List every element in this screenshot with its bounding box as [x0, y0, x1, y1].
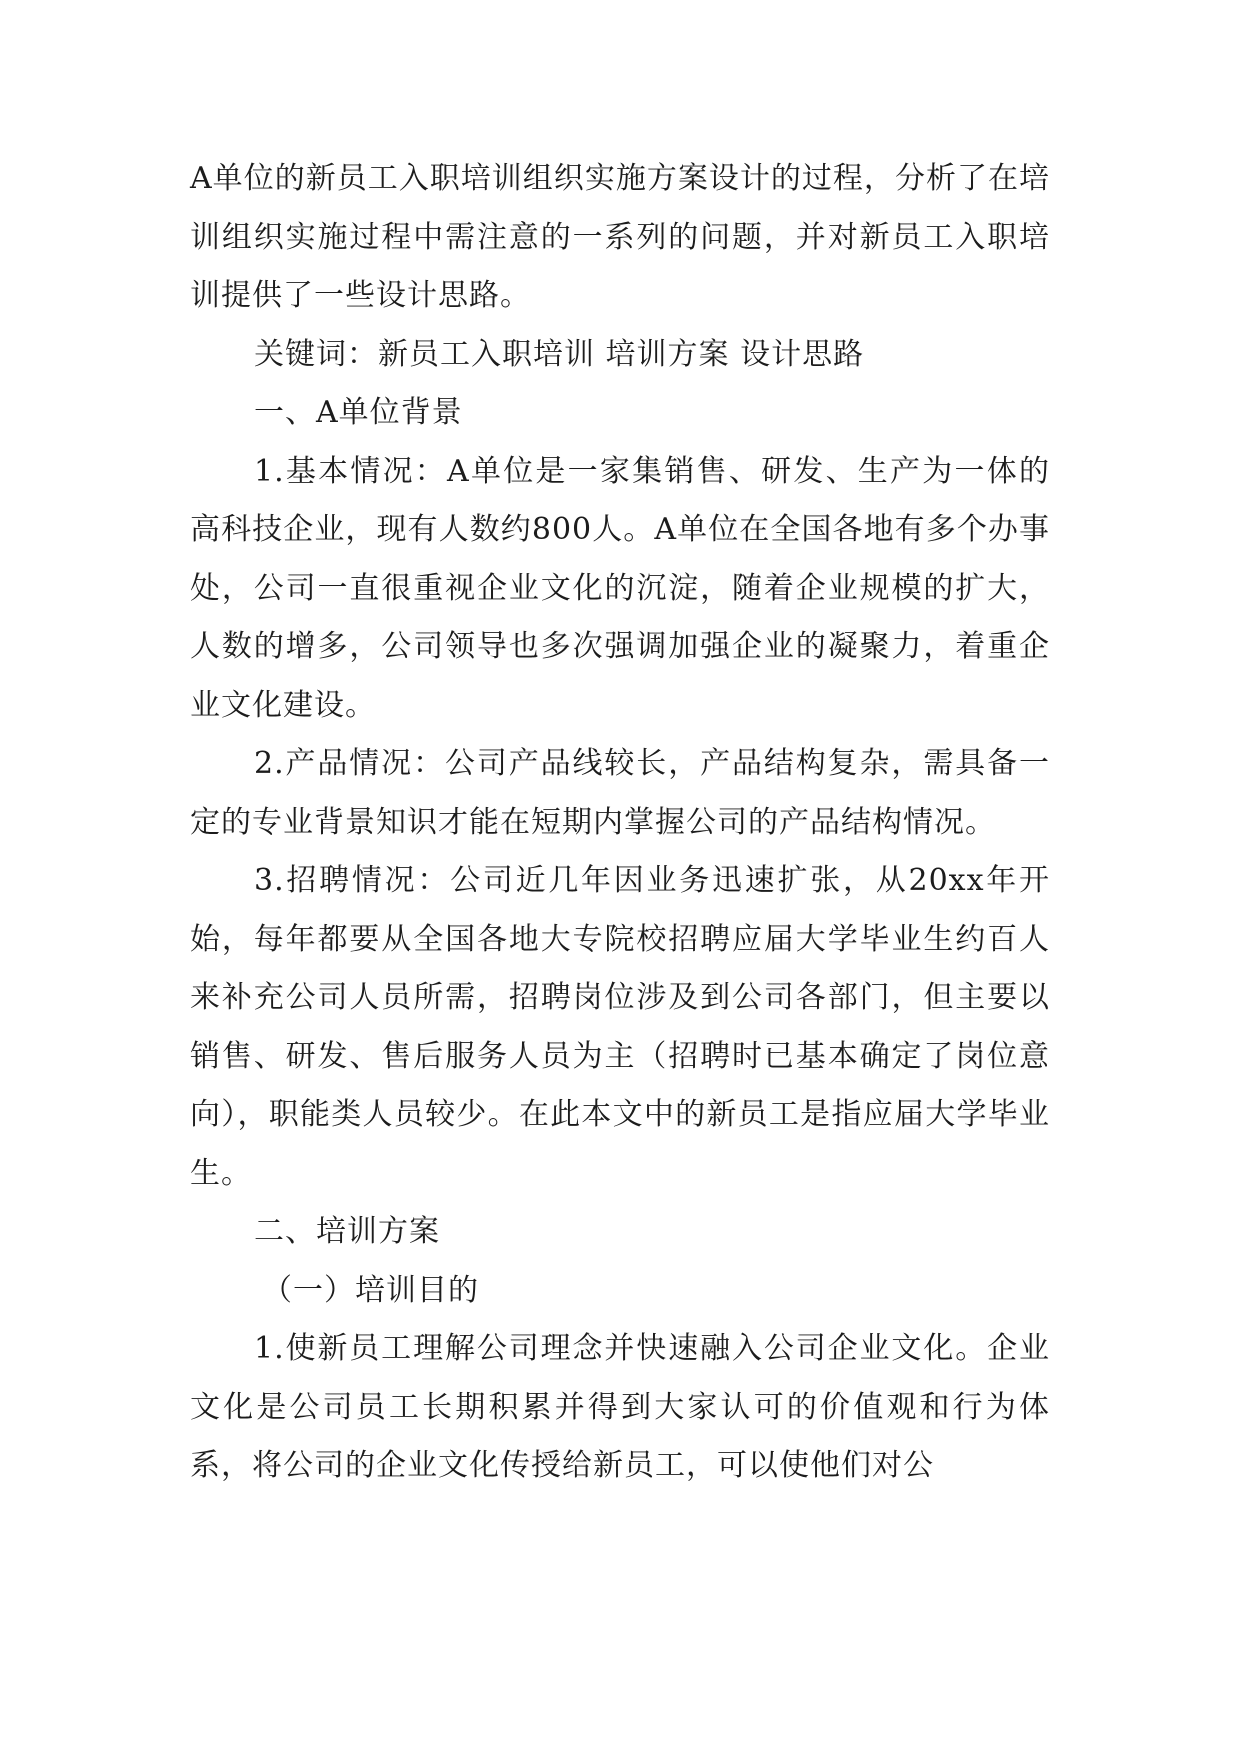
document-body [190, 150, 1050, 1496]
body-paragraph: 1.基本情况：A单位是一家集销售、研发、生产为一体的高科技企业，现有人数约800人。A单位在全国各地有多个办事处，公司一直很重视企业文化的沉淀，随着企业规模的扩大，人数的增多，公司领导也多次强调加强企业的凝聚力，着重企业文化建设。 [190, 453, 1050, 723]
subsection-heading: （一）培训目的 [262, 1272, 479, 1308]
abstract-paragraph: A单位的新员工入职培训组织实施方案设计的过程，分析了在培训组织实施过程中需注意的一系列的问题，并对新员工入职培训提供了一些设计思路。 [190, 161, 1050, 313]
section-heading: 一、A单位背景 [254, 395, 463, 430]
body-paragraph: 3.招聘情况：公司近几年因业务迅速扩张，从20xx年开始，每年都要从全国各地大专院校招聘应届大学毕业生约百人来补充公司人员所需，招聘岗位涉及到公司各部门，但主要以销售、研发、售后服务人员为主（招聘时已基本确定了岗位意向），职能类人员较少。在此本文中的新员工是指应届大学毕业生。 [190, 863, 1050, 1191]
body-paragraph: 2.产品情况：公司产品线较长，产品结构复杂，需具备一定的专业背景知识才能在短期内掌握公司的产品结构情况。 [190, 746, 1050, 840]
keywords-line: 关键词：新员工入职培训 培训方案 设计思路 [254, 336, 865, 372]
body-paragraph: 1.使新员工理解公司理念并快速融入公司企业文化。企业文化是公司员工长期积累并得到大家认可的价值观和行为体系，将公司的企业文化传授给新员工，可以使他们对公 [190, 1331, 1050, 1483]
section-heading: 二、培训方案 [254, 1214, 440, 1249]
